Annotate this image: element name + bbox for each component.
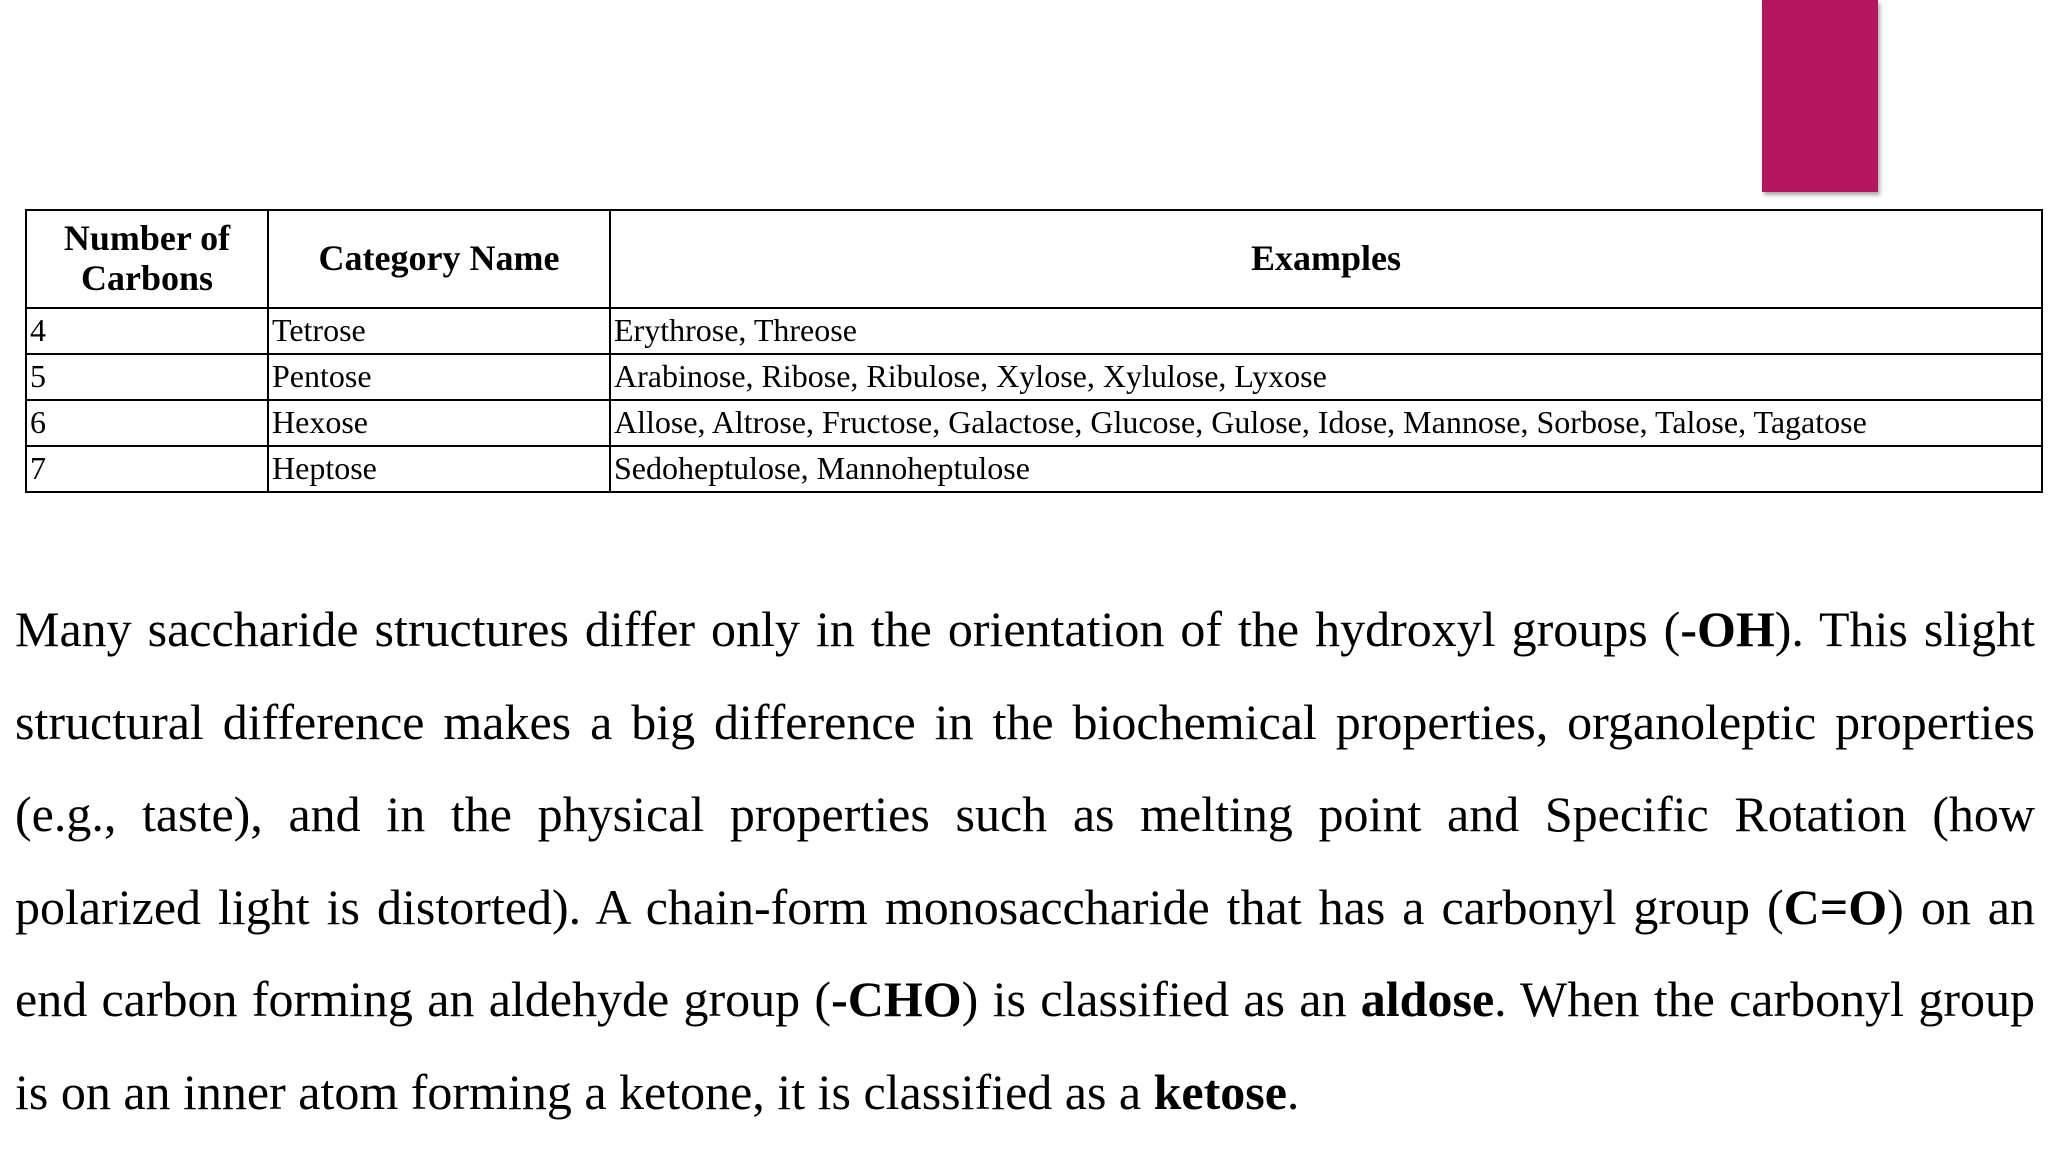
- cell-category: Tetrose: [268, 308, 610, 354]
- cell-carbons: 5: [26, 354, 268, 400]
- bold-ketose: ketose: [1153, 1063, 1287, 1120]
- body-paragraph: [15, 583, 2035, 1138]
- header-category-name: Category Name: [268, 210, 610, 308]
- paragraph-text: . When the carbonyl group is on an inner atom forming a ketone, it is classified as a: [15, 971, 2035, 1120]
- table-row: [26, 400, 2042, 446]
- paragraph-text: ) is classified as an: [961, 971, 1361, 1027]
- bold-aldose: aldose: [1360, 971, 1495, 1027]
- header-examples: Examples: [610, 210, 2042, 308]
- carbon-category-table: [25, 209, 2043, 493]
- table-row: [26, 446, 2042, 492]
- cell-carbons: 7: [26, 446, 268, 492]
- bold-aldehyde: -CHO: [831, 971, 962, 1027]
- paragraph-text: .: [1286, 1063, 1300, 1120]
- paragraph-text: ). This slight structural difference makes a big difference in the biochemical properties, organoleptic properties (e.g., taste), and in the physical properties such as melting point and Specific Rotation (how polarized light is distorted). A chain-form monosaccharide that has a carbonyl group (: [15, 601, 2035, 935]
- cell-carbons: 6: [26, 400, 268, 446]
- paragraph-text: Many saccharide structures differ only in the orientation of the hydroxyl groups (: [15, 601, 1681, 657]
- cell-category: Heptose: [268, 446, 610, 492]
- cell-examples: Allose, Altrose, Fructose, Galactose, Glucose, Gulose, Idose, Mannose, Sorbose, Talose, Tagatose: [610, 400, 2042, 446]
- cell-examples: Erythrose, Threose: [610, 308, 2042, 354]
- table-header-row: [26, 210, 2042, 308]
- header-number-of-carbons: Number of Carbons: [26, 210, 268, 308]
- bold-hydroxyl: -OH: [1680, 601, 1775, 657]
- cell-carbons: 4: [26, 308, 268, 354]
- cell-examples: Sedoheptulose, Mannoheptulose: [610, 446, 2042, 492]
- table-row: [26, 354, 2042, 400]
- bold-carbonyl: C=O: [1783, 878, 1888, 935]
- cell-category: Hexose: [268, 400, 610, 446]
- accent-bar: [1762, 0, 1878, 192]
- paragraph-text: ) on an end carbon forming an aldehyde group (: [15, 878, 2035, 1027]
- cell-category: Pentose: [268, 354, 610, 400]
- cell-examples: Arabinose, Ribose, Ribulose, Xylose, Xylulose, Lyxose: [610, 354, 2042, 400]
- table-row: [26, 308, 2042, 354]
